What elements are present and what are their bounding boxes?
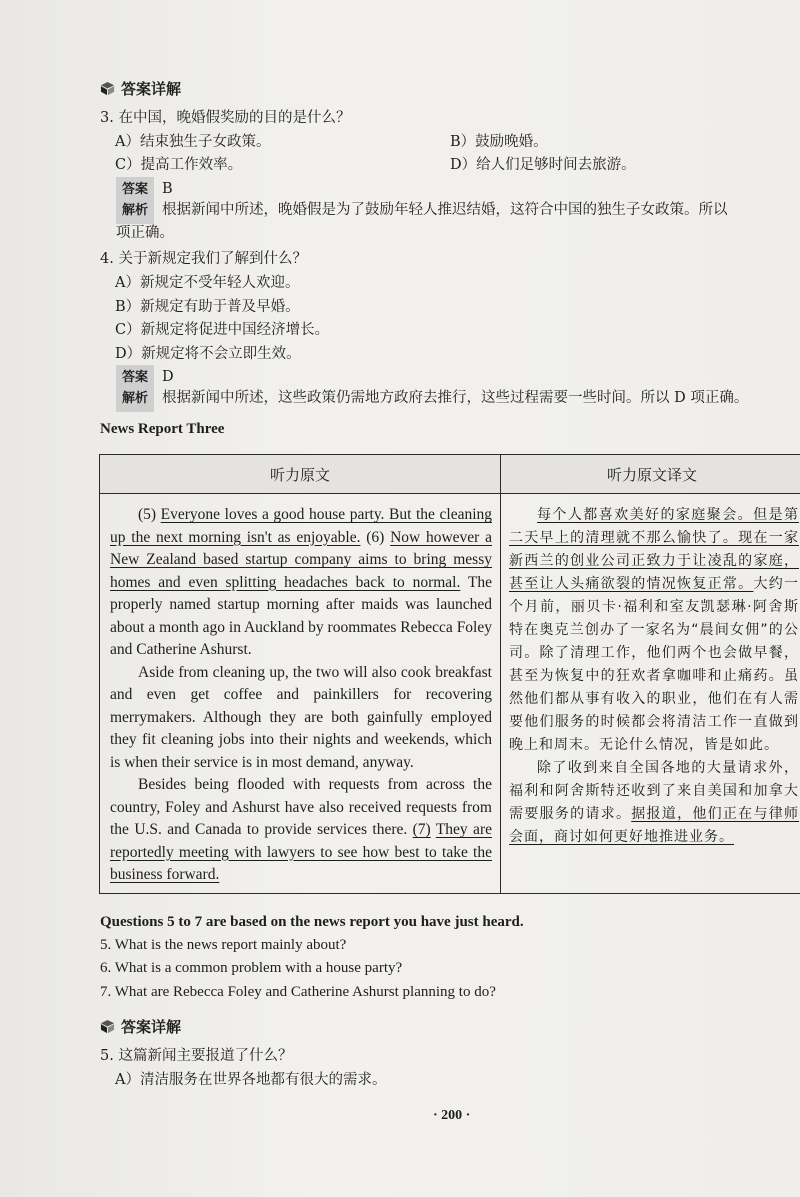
cube-book-icon [100,1019,115,1034]
english-paragraph-1 [110,504,492,662]
q4-explanation [116,386,800,412]
q4-option-d: D）新规定将不会立即生效。 [115,346,301,362]
q4-option-a: A）新规定不受年轻人欢迎。 [115,275,300,291]
zh-key-sentence-7: 据报道，他们正在与律师会面，商讨如何更好地推进业务。 [509,806,800,845]
explain-tag: 解析 [116,198,154,224]
transcript-chinese [501,494,800,894]
q3-explanation [116,198,796,224]
cube-book-icon [100,81,115,96]
chinese-paragraph-1 [509,504,799,757]
explain-tag: 解析 [116,386,154,412]
heading-text: 答案详解 [121,80,182,98]
q3-option-b: B）鼓励晚婚。 [450,134,548,150]
q3-explanation-line2: 项正确。 [116,225,174,241]
table-header-original: 听力原文 [100,455,501,494]
key-sentence-7: They are reportedly meeting with lawyers to see how best to take the business forward. [110,821,492,883]
zh-key-sentence-5: 每个人都喜欢美好的家庭聚会。但是第二天早上的清理就不那么愉快了。 [509,507,799,546]
transcript-table [99,454,800,894]
paragraph-text: Besides being flooded with requests from across the country, Foley and Ashurst have also received requests from the U.S. and Canada to provide services there. [110,776,492,838]
zh-key-sentence-6: 现在一家新西兰的创业公司正致力于让凌乱的家庭，甚至让人头痛欲裂的情况恢复正常。 [509,530,800,592]
explain-line1: 根据新闻中所述，晚婚假是为了鼓励年轻人推迟结婚，这符合中国的独生子女政策。所以 [162,202,728,218]
paragraph-rest: The properly named startup morning after maids was launched about a month ago in Auckland by roommates Rebecca Foley and Catherine Ashurst. [110,573,492,658]
answer-tag: 答案 [116,177,154,198]
transcript-english [100,494,501,894]
question-6-en: 6. What is a common problem with a house party? [100,960,403,976]
table-header-translation: 听力原文译文 [501,455,800,494]
zh-paragraph-rest: 大约一个月前，丽贝卡·福利和室友凯瑟琳·阿舍斯特在奥克兰创办了一家名为“晨间女佣”的公司。除了清理工作，他们两个也会做早餐，甚至为恢复中的狂欢者拿咖啡和止痛药。虽然他们都从事有收入的职业，他们在有人需要他们服务的时候都会将清洁工作一直做到晚上和周末。无论什么情况，皆是如此。 [509,576,800,753]
q4-option-b: B）新规定有助于普及早婚。 [115,299,300,315]
answer-value: B [162,181,173,197]
heading-text: 答案详解 [121,1018,182,1036]
zh-paragraph-text: 除了收到来自全国各地的大量请求外，福利和阿舍斯特还收到了来自美国和加拿大需要服务的请求。 [509,760,799,822]
answer-explanation-heading-2 [100,1016,181,1037]
question-5-zh: 5. 这篇新闻主要报道了什么？ [100,1048,293,1064]
q3-option-d: D）给人们足够时间去旅游。 [450,157,636,173]
key-sentence-6: Now however a New Zealand based startup company aims to bring messy homes and even splitting headaches back to normal. [110,528,492,591]
answer-explanation-heading [100,78,181,99]
q4-answer [116,365,174,386]
questions-title: Questions 5 to 7 are based on the news report you have just heard. [100,914,524,930]
english-paragraph-3 [110,774,492,887]
q3-option-a: A）结束独生子女政策。 [115,134,271,150]
marker-5: (5) [138,506,157,523]
answer-tag: 答案 [116,365,154,386]
marker-6: (6) [366,528,385,546]
answer-value: D [162,369,174,385]
explain-text: 根据新闻中所述，这些政策仍需地方政府去推行，这些过程需要一些时间。所以 D 项正确。 [162,390,749,406]
q4-option-c: C）新规定将促进中国经济增长。 [115,322,330,338]
marker-7: (7) [412,821,431,838]
key-sentence-5: Everyone loves a good house party. But the cleaning up the next morning isn't as enjoyable. [110,506,493,546]
english-paragraph-2: Aside from cleaning up, the two will also cook breakfast and even get coffee and painkillers for recovering merrymakers. Although they are both gainfully employed they fit cleaning jobs into their nights and weekends, which is when their service is in most demand, anyway. [110,663,492,771]
q5-option-a: A）清洁服务在世界各地都有很大的需求。 [115,1072,387,1088]
question-7-en: 7. What are Rebecca Foley and Catherine Ashurst planning to do? [100,984,496,1000]
question-5-en: 5. What is the news report mainly about? [100,937,347,953]
question-3: 3. 在中国，晚婚假奖励的目的是什么？ [100,110,351,126]
question-4: 4. 关于新规定我们了解到什么？ [100,251,307,267]
news-report-title: News Report Three [100,421,225,437]
chinese-paragraph-2 [509,757,799,849]
q3-answer [116,177,173,198]
q3-option-c: C）提高工作效率。 [115,157,243,173]
page-number: · 200 · [433,1108,471,1123]
